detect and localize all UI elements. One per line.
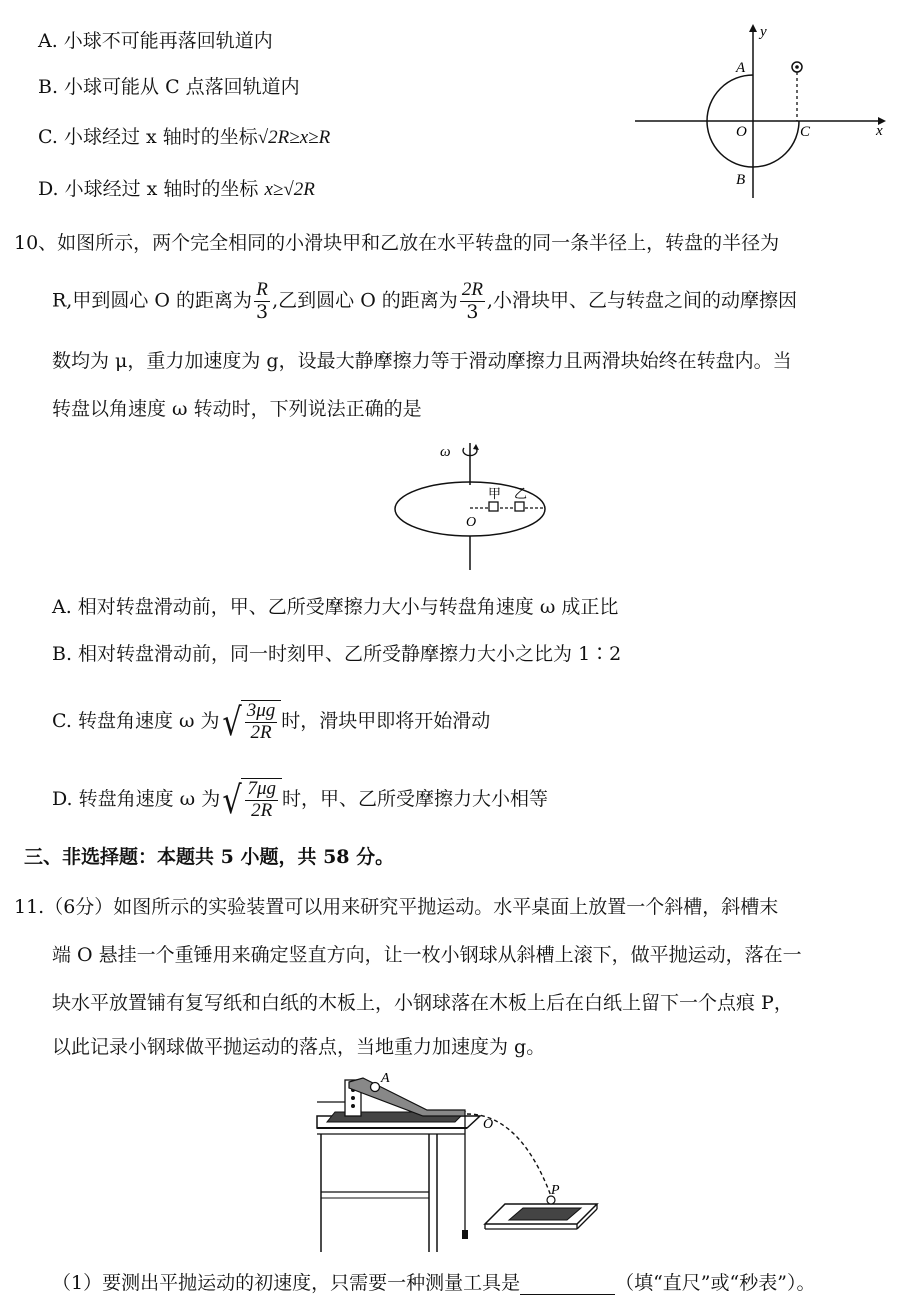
q9-option-c-math: √2R≥x≥R xyxy=(257,127,331,148)
section-3-heading: 三、非选择题：本题共 5 小题，共 58 分。 xyxy=(24,846,395,868)
q9-option-c-text: C. 小球经过 x 轴时的坐标 xyxy=(38,126,258,148)
q9-option-b: B. 小球可能从 C 点落回轨道内 xyxy=(38,76,300,98)
label-o: O xyxy=(736,124,747,140)
radical-sign: √ xyxy=(222,777,243,822)
stand-hole xyxy=(351,1104,355,1108)
q10-option-d xyxy=(52,778,548,822)
q9-circle-figure xyxy=(630,20,890,200)
rotation-arrowhead xyxy=(473,444,479,450)
block-jia xyxy=(489,502,498,511)
q11-sub1-prefix: （1）要测出平抛运动的初速度，只需要一种测量工具是 xyxy=(52,1272,521,1294)
fraction-1-denominator: 3 xyxy=(256,300,269,323)
circle-right-lower-arc xyxy=(753,121,799,167)
fraction-r-over-3 xyxy=(254,280,270,323)
q11-sub1-suffix: （填“直尺”或“秒表”）。 xyxy=(615,1272,816,1294)
label-point-p: P xyxy=(551,1183,560,1198)
q11-line-2: 端 O 悬挂一个重锤用来确定竖直方向，让一枚小钢球从斜槽上滚下，做平抛运动，落在一 xyxy=(52,944,802,966)
inclined-chute xyxy=(349,1078,465,1116)
q9-option-a: A. 小球不可能再落回轨道内 xyxy=(38,30,273,52)
q10-option-d-prefix: D. 转盘角速度 ω 为 xyxy=(52,787,221,810)
label-point-o: O xyxy=(483,1117,494,1132)
q10-line-3: 数均为 μ，重力加速度为 g，设最大静摩擦力等于滑动摩擦力且两滑块始终在转盘内。当 xyxy=(52,350,792,372)
fraction-2r-over-3 xyxy=(460,280,485,323)
sqrt-d-numerator: 7μg xyxy=(247,778,276,799)
q10-option-c-suffix: 时，滑块甲即将开始滑动 xyxy=(281,709,491,732)
y-axis-arrow xyxy=(749,24,757,32)
q10-line-2b: ,乙到圆心 O 的距离为 xyxy=(272,289,458,312)
steel-ball xyxy=(371,1083,380,1092)
q11-line-3: 块水平放置铺有复写纸和白纸的木板上，小钢球落在木板上后在白纸上留下一个点痕 P， xyxy=(52,992,793,1014)
radical-sign: √ xyxy=(221,699,242,744)
q10-option-a: A. 相对转盘滑动前，甲、乙所受摩擦力大小与转盘角速度 ω 成正比 xyxy=(52,596,619,618)
label-center-o: O xyxy=(466,515,477,530)
label-x: x xyxy=(876,123,883,139)
q11-line-1: 11.（6分）如图所示的实验装置可以用来研究平抛运动。水平桌面上放置一个斜槽，斜槽末 xyxy=(14,896,779,918)
q10-option-b: B. 相对转盘滑动前，同一时刻甲、乙所受静摩擦力大小之比为 1∶2 xyxy=(52,643,622,665)
block-yi xyxy=(515,502,524,511)
label-b: B xyxy=(736,172,746,188)
projectile-trajectory xyxy=(467,1114,551,1196)
q10-option-d-suffix: 时，甲、乙所受摩擦力大小相等 xyxy=(281,787,548,810)
q11-sub-question-1 xyxy=(52,1272,815,1295)
q10-line-4: 转盘以角速度 ω 转动时，下列说法正确的是 xyxy=(52,398,422,420)
answer-blank[interactable] xyxy=(520,1276,615,1295)
sqrt-d-denominator: 2R xyxy=(251,799,273,821)
q9-option-c xyxy=(38,126,330,150)
label-c: C xyxy=(800,124,811,140)
label-jia: 甲 xyxy=(488,486,502,501)
q10-option-c-prefix: C. 转盘角速度 ω 为 xyxy=(52,709,220,732)
label-point-a: A xyxy=(381,1072,390,1086)
fraction-2-denominator: 3 xyxy=(466,300,479,323)
fraction-2-numerator: 2R xyxy=(461,279,483,300)
sqrt-c-numerator: 3μg xyxy=(246,700,276,721)
q10-line-1: 10、如图所示，两个完全相同的小滑块甲和乙放在水平转盘的同一条半径上，转盘的半径为 xyxy=(14,232,780,254)
sqrt-3mug-over-2r xyxy=(220,700,282,744)
stand-hole xyxy=(351,1096,355,1100)
sqrt-7mug-over-2r xyxy=(220,778,282,822)
label-y: y xyxy=(760,24,767,40)
fraction-1-numerator: R xyxy=(254,280,270,302)
q10-turntable-figure xyxy=(380,438,580,573)
q10-line-2a: R,甲到圆心 O 的距离为 xyxy=(52,289,253,312)
q10-line-2 xyxy=(52,280,797,323)
q10-option-c xyxy=(52,700,490,744)
q9-option-d-text: D. 小球经过 x 轴时的坐标 xyxy=(38,178,265,200)
label-yi: 乙 xyxy=(514,486,528,501)
q10-line-2c: ,小滑块甲、乙与转盘之间的动摩擦因 xyxy=(486,289,797,312)
plumb-bob xyxy=(462,1230,468,1239)
q9-option-d xyxy=(38,178,315,202)
sqrt-c-denominator: 2R xyxy=(250,721,272,743)
ball-center xyxy=(795,65,799,69)
label-omega: ω xyxy=(440,444,451,460)
label-a: A xyxy=(736,60,746,76)
q11-line-4: 以此记录小钢球做平抛运动的落点，当地重力加速度为 g。 xyxy=(52,1036,546,1058)
q11-apparatus-figure xyxy=(305,1072,605,1252)
q9-option-d-math: x≥√2R xyxy=(264,179,315,200)
